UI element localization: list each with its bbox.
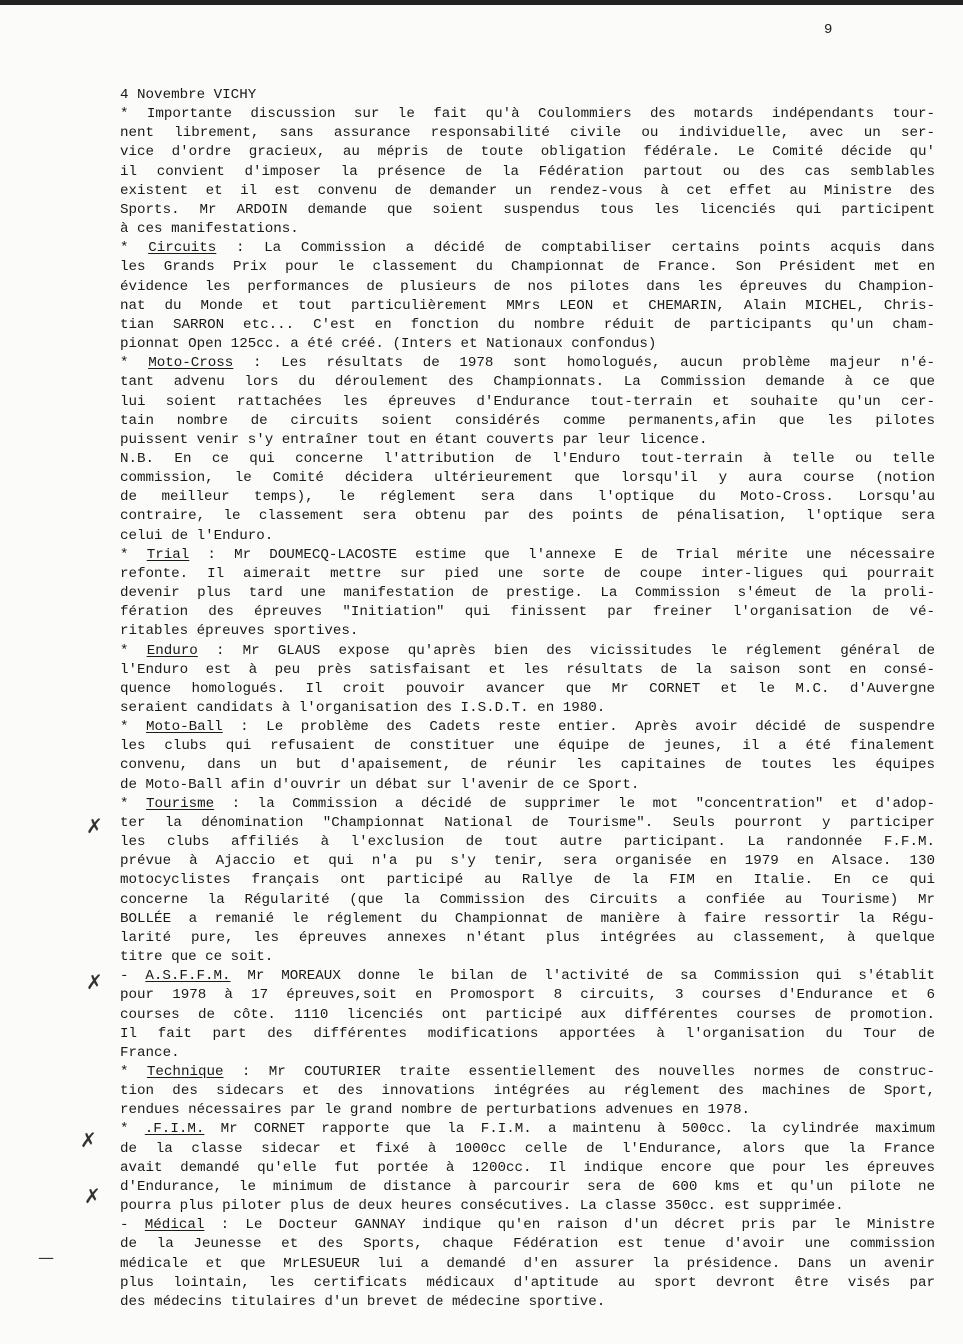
text-line <box>120 105 935 124</box>
text-line <box>120 1216 935 1235</box>
section-title: A.S.F.F.M. <box>145 968 231 985</box>
text-line: larité pure, les épreuves annexes n'étant plus intégrées au classement, à quelque <box>120 929 935 946</box>
text-line: BOLLÉE a remanié le réglement du Championnat de manière à faire ressortir la Régu- <box>120 910 935 927</box>
section-title: Médical <box>144 1217 205 1234</box>
paragraph-technique <box>120 1063 935 1120</box>
line-text: : Mr COUTURIER traite essentiellement des nouvelles normes de construc- <box>223 1063 936 1080</box>
text-line: tian SARRON etc... C'est en fonction du nombre réduit de participants qu'un cham- <box>120 316 935 333</box>
text-line: devenir plus tard une manifestation de prestige. La Commission s'émeut de la proli- <box>120 585 935 602</box>
text-line: pourra plus piloter plus de deux heures consécutives. La classe 350cc. est supprimée. <box>120 1198 844 1215</box>
paragraph-tourisme <box>120 795 935 967</box>
text-line: Il fait part des différentes modifications apportées à l'organisation du Tour de <box>120 1025 935 1042</box>
section-title: Moto-Cross <box>148 355 234 372</box>
text-line: évidence les performances de plusieurs de nos pilotes dans les épreuves du Champion- <box>120 278 935 295</box>
text-line: pionnat Open 125cc. a été créé. (Inters et Nationaux confondus) <box>120 336 657 353</box>
line-text: : Mr GLAUS expose qu'après bien des vicissitudes le réglement général de <box>197 642 936 659</box>
text-line: avait demandé qu'elle fut portée à 1200cc. Il indique encore que pour les épreuves <box>120 1159 935 1176</box>
text-line: de meilleur temps), le réglement sera dans l'optique du Moto-Cross. Lorsqu'au <box>120 489 935 506</box>
text-line <box>120 1063 935 1082</box>
text-line: vice d'ordre gracieux, au mépris de toute obligation fédérale. Le Comité décide qu' <box>120 144 935 161</box>
text-line: pour 1978 à 17 épreuves,soit en Promosport 8 circuits, 3 courses d'Endurance et 6 <box>120 987 935 1004</box>
text-line: motocyclistes français ont participé au Rallye de la FIM en Italie. En ce qui <box>120 872 935 889</box>
text-line: commission, le Comité décidera ultérieurement que lorsqu'il y aura course (notion <box>120 470 935 487</box>
line-text: : Les résultats de 1978 sont homologués, aucun problème majeur n'é- <box>233 355 935 372</box>
text-line: quence homologués. Il croit pouvoir avancer que Mr CORNET et le M.C. d'Auvergne <box>120 680 935 697</box>
handwritten-x-mark: ✗ <box>86 970 103 994</box>
bullet-marker: * <box>120 240 129 257</box>
text-line: les Grands Prix pour le classement du Championnat de France. Son Président met en <box>120 259 935 276</box>
paragraph-medical <box>120 1216 935 1312</box>
handwritten-x-mark: ✗ <box>80 1128 97 1152</box>
text-line: les clubs qui refusaient de constituer une équipe de jeunes, il a été finalement <box>120 738 935 755</box>
line-text: : Le Docteur GANNAY indique qu'en raison d'un décret pris par le Ministre <box>204 1217 936 1234</box>
text-line: d'Endurance, le minimum de distance à parcourir sera de 600 kms et qu'un pilote ne <box>120 1178 935 1195</box>
text-line: refonte. Il aimerait mettre sur pied une sorte de coupe inter-ligues qui pourrait <box>120 565 935 582</box>
text-line: courses de côte. 1110 licenciés ont participé aux différentes courses de promotion. <box>120 1006 935 1023</box>
text-line: rendues nécessaires par le grand nombre de perturbations advenues en 1978. <box>120 1102 751 1119</box>
section-title: .F.I.M. <box>144 1121 205 1138</box>
bullet-marker: * <box>120 1063 129 1080</box>
line-text: : La Commission a décidé de comptabiliser certains points acquis dans <box>216 240 935 257</box>
text-line: il convient d'imposer la présence de la Fédération partout ou des cas semblables <box>120 163 935 180</box>
text-line: celui de l'Enduro. <box>120 527 274 544</box>
date-place-heading: 4 Novembre VICHY <box>120 87 257 103</box>
text-line: les clubs affiliés à l'exclusion de tout autre participant. La randonnée F.F.M. <box>120 834 935 851</box>
text-line: convenu, dans un but d'apaisement, de réunir les capitaines de toutes les équipes <box>120 757 935 774</box>
text-line: de la Jeunesse et des Sports, chaque Fédération est tenue d'avoir une commission <box>120 1236 935 1253</box>
text-line: prévue à Ajaccio et qui n'a pu s'y tenir, sera organisée en 1979 en Alsace. 130 <box>120 853 935 870</box>
text-line <box>120 642 935 661</box>
text-line: fération des épreuves "Initiation" qui finissent par freiner l'organisation de vé- <box>120 604 935 621</box>
paragraph-asffm <box>120 967 935 1063</box>
paragraph-trial <box>120 546 935 642</box>
text-line: nat du Monde et tout particulièrement MMrs LEON et CHEMARIN, Alain MICHEL, Chris- <box>120 297 935 314</box>
text-line: contraire, le classement sera obtenu par des points de pénalisation, l'optique sera <box>120 508 935 525</box>
top-border-rule <box>0 0 963 5</box>
text-line: de Moto-Ball afin d'ouvrir un débat sur l'avenir de ce Sport. <box>120 776 640 793</box>
text-line <box>120 239 935 258</box>
text-line: puissent venir s'y entraîner tout en étant couverts par leur licence. <box>120 431 708 448</box>
text-line: nent librement, sans assurance responsabilité civile ou individuelle, avec un ser- <box>120 125 935 142</box>
section-title: Technique <box>146 1063 224 1080</box>
line-text: : Mr DOUMECQ-LACOSTE estime que l'annexe E de Trial mérite une nécessaire <box>189 546 936 563</box>
text-line <box>120 795 935 814</box>
text-line: tant advenu lors du déroulement des Championnats. La Commission demande à ce que <box>120 374 935 391</box>
page-number: 9 <box>824 22 833 38</box>
bullet-marker: * <box>120 642 129 659</box>
text-line <box>120 450 935 469</box>
paragraph-moto-cross <box>120 354 935 450</box>
text-line: plus lointain, les certificats médicaux d'aptitude au sport devront être visés par <box>120 1274 935 1291</box>
line-text: : Le problème des Cadets reste entier. Après avoir décidé de suspendre <box>222 719 935 736</box>
bullet-marker: * <box>120 546 129 563</box>
text-line: existent et il est convenu de demander un rendez-vous à cet effet au Ministre des <box>120 182 935 199</box>
text-line: titre que ce soit. <box>120 949 274 966</box>
handwritten-x-mark: ✗ <box>86 814 103 838</box>
line-text: : la Commission a décidé de supprimer le mot "concentration" et d'adop- <box>214 795 936 812</box>
text-line: de la classe sidecar et fixé à 1000cc celle de l'Endurance, alors que la France <box>120 1140 935 1157</box>
paragraph-moto-ball <box>120 718 935 795</box>
paragraph-intro <box>120 105 935 239</box>
text-line: ritables épreuves sportives. <box>120 623 359 640</box>
text-line: à ces manifestations. <box>120 221 299 238</box>
text-line: tion des sidecars et des innovations intégrées au réglement des machines de Sport, <box>120 1083 935 1100</box>
text-line: médicale et que MrLESUEUR lui a demandé d'en assurer la présidence. Dans un avenir <box>120 1255 935 1272</box>
paragraph-circuits <box>120 239 935 354</box>
handwritten-x-mark: ✗ <box>84 1184 101 1208</box>
text-line <box>120 1120 935 1139</box>
bullet-marker: - <box>120 968 129 985</box>
text-line: lui soient rattachées les épreuves d'Endurance tout-terrain et souhaite qu'un cer- <box>120 393 935 410</box>
handwritten-dash-mark: — <box>38 1248 54 1267</box>
line-text: Mr CORNET rapporte que la F.I.M. a maintenu à 500cc. la cylindrée maximum <box>204 1121 936 1138</box>
text-line: l'Enduro est à peu près satisfaisant et les résultats de la saison sont en consé- <box>120 661 935 678</box>
text-line <box>120 354 935 373</box>
text-line: concerne la Régularité (que la Commission des Circuits a confiée au Tourisme) Mr <box>120 891 935 908</box>
line-text: Mr MOREAUX donne le bilan de l'activité de sa Commission qui s'établit <box>230 968 935 985</box>
bullet-marker: * <box>120 795 129 812</box>
text-line <box>120 546 935 565</box>
text-line: Sports. Mr ARDOIN demande que soient suspendus tous les licenciés qui participent <box>120 201 935 218</box>
text-line: tain nombre de circuits soient considérés comme permanents,afin que les pilotes <box>120 412 935 429</box>
text-line: des médecins titulaires d'un brevet de médecine sportive. <box>120 1293 606 1310</box>
bullet-marker: * <box>120 719 129 736</box>
line-text: N.B. En ce qui concerne l'attribution de l'Enduro tout-terrain à telle ou telle <box>120 450 935 467</box>
section-title: Circuits <box>148 240 217 257</box>
section-title: Moto-Ball <box>146 719 223 736</box>
text-line: seraient candidats à l'organisation des I.S.D.T. en 1980. <box>120 700 606 716</box>
paragraph-fim <box>120 1120 935 1216</box>
document-body <box>120 86 935 1312</box>
bullet-marker: * <box>120 355 129 372</box>
bullet-marker: * <box>120 106 129 123</box>
bullet-marker: - <box>120 1217 129 1234</box>
section-title: Trial <box>146 546 190 563</box>
bullet-marker: * <box>120 1121 129 1138</box>
text-line: France. <box>120 1044 180 1061</box>
section-title: Enduro <box>146 642 198 659</box>
section-title: Tourisme <box>146 795 215 812</box>
paragraph-nb <box>120 450 935 546</box>
text-line <box>120 718 935 737</box>
line-text: Importante discussion sur le fait qu'à Coulommiers des motards indépendants tour- <box>146 106 936 123</box>
text-line <box>120 967 935 986</box>
paragraph-enduro <box>120 642 935 719</box>
text-line: ter la dénomination "Championnat National de Tourisme". Seuls pourront y participer <box>120 814 935 831</box>
